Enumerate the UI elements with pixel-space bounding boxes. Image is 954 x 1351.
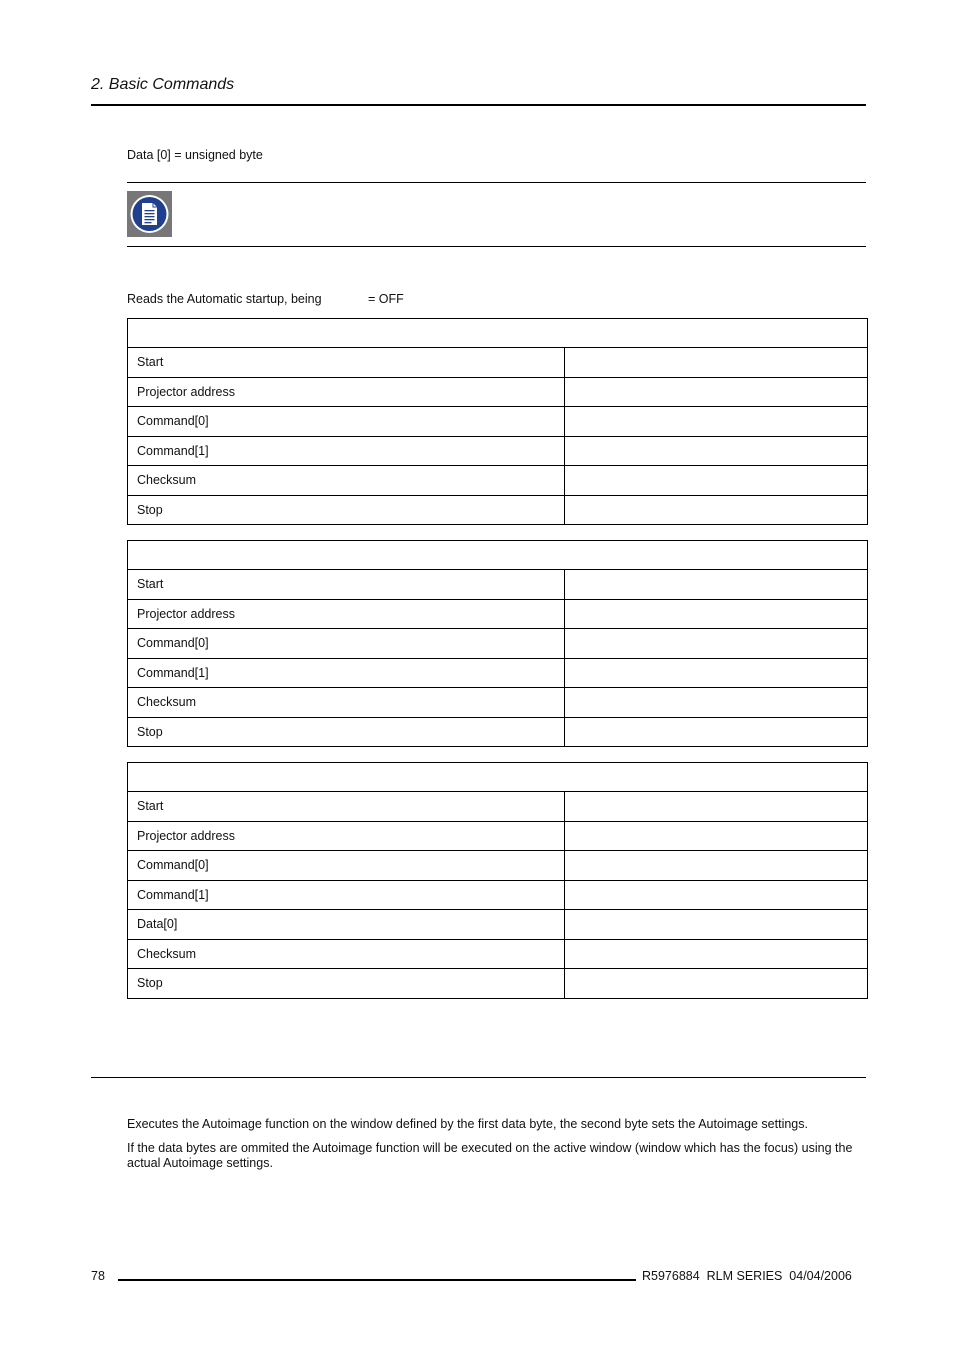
table-row <box>128 466 868 496</box>
row-value <box>565 880 868 910</box>
row-value <box>565 688 868 718</box>
row-label: Command[1] <box>128 436 565 466</box>
row-label: Command[0] <box>128 851 565 881</box>
autoimage-paragraph-2: If the data bytes are ommited the Autoimage function will be executed on the active window (window which has the focus) using the actual Autoimage settings. <box>127 1141 853 1170</box>
table-title-row <box>128 541 868 570</box>
row-value <box>565 436 868 466</box>
row-value <box>565 348 868 378</box>
table-row <box>128 436 868 466</box>
table-row <box>128 792 868 822</box>
table-row <box>128 599 868 629</box>
row-label: Projector address <box>128 599 565 629</box>
row-label: Command[1] <box>128 658 565 688</box>
row-value <box>565 629 868 659</box>
row-label: Stop <box>128 495 565 525</box>
table-row <box>128 717 868 747</box>
reads-description: Reads the Automatic startup, being <box>127 292 322 306</box>
row-value <box>565 717 868 747</box>
command-table-2 <box>127 540 868 747</box>
row-label: Start <box>128 792 565 822</box>
row-label: Start <box>128 348 565 378</box>
command-table-1 <box>127 318 868 525</box>
table-row <box>128 658 868 688</box>
header-rule <box>91 104 866 106</box>
table-row <box>128 880 868 910</box>
command-table-3 <box>127 762 868 999</box>
autoimage-paragraph-1: Executes the Autoimage function on the window defined by the first data byte, the second byte sets the Autoimage settings. <box>127 1117 808 1131</box>
row-value <box>565 570 868 600</box>
footer-doc-info: R5976884 RLM SERIES 04/04/2006 <box>642 1269 852 1283</box>
page-header-title: 2. Basic Commands <box>91 76 235 93</box>
table-row <box>128 851 868 881</box>
row-value <box>565 377 868 407</box>
row-value <box>565 599 868 629</box>
row-label: Command[0] <box>128 629 565 659</box>
table-title-row <box>128 319 868 348</box>
row-label: Command[1] <box>128 880 565 910</box>
table-title <box>128 763 868 792</box>
table-row <box>128 407 868 437</box>
table-row <box>128 688 868 718</box>
row-label: Start <box>128 570 565 600</box>
row-value <box>565 466 868 496</box>
section-rule <box>91 1077 866 1078</box>
row-value <box>565 495 868 525</box>
table-row <box>128 821 868 851</box>
row-label: Stop <box>128 969 565 999</box>
table-title <box>128 319 868 348</box>
row-label: Stop <box>128 717 565 747</box>
note-icon <box>127 191 172 237</box>
table-row <box>128 348 868 378</box>
footer-rule <box>118 1279 636 1281</box>
table-title <box>128 541 868 570</box>
row-label: Data[0] <box>128 910 565 940</box>
row-value <box>565 407 868 437</box>
row-value <box>565 969 868 999</box>
row-value <box>565 851 868 881</box>
table-title-row <box>128 763 868 792</box>
note-rule-top <box>127 182 866 183</box>
note-rule-bottom <box>127 246 866 247</box>
row-label: Checksum <box>128 466 565 496</box>
table-row <box>128 570 868 600</box>
reads-description-off: = OFF <box>368 292 404 306</box>
row-value <box>565 658 868 688</box>
table-row <box>128 629 868 659</box>
table-row <box>128 377 868 407</box>
table-row <box>128 910 868 940</box>
row-value <box>565 792 868 822</box>
table-row <box>128 939 868 969</box>
row-label: Command[0] <box>128 407 565 437</box>
row-label: Projector address <box>128 377 565 407</box>
data-type-note: Data [0] = unsigned byte <box>127 148 263 162</box>
row-value <box>565 821 868 851</box>
table-row <box>128 495 868 525</box>
page-number: 78 <box>91 1269 105 1283</box>
table-row <box>128 969 868 999</box>
row-value <box>565 910 868 940</box>
row-label: Projector address <box>128 821 565 851</box>
row-label: Checksum <box>128 688 565 718</box>
row-label: Checksum <box>128 939 565 969</box>
row-value <box>565 939 868 969</box>
